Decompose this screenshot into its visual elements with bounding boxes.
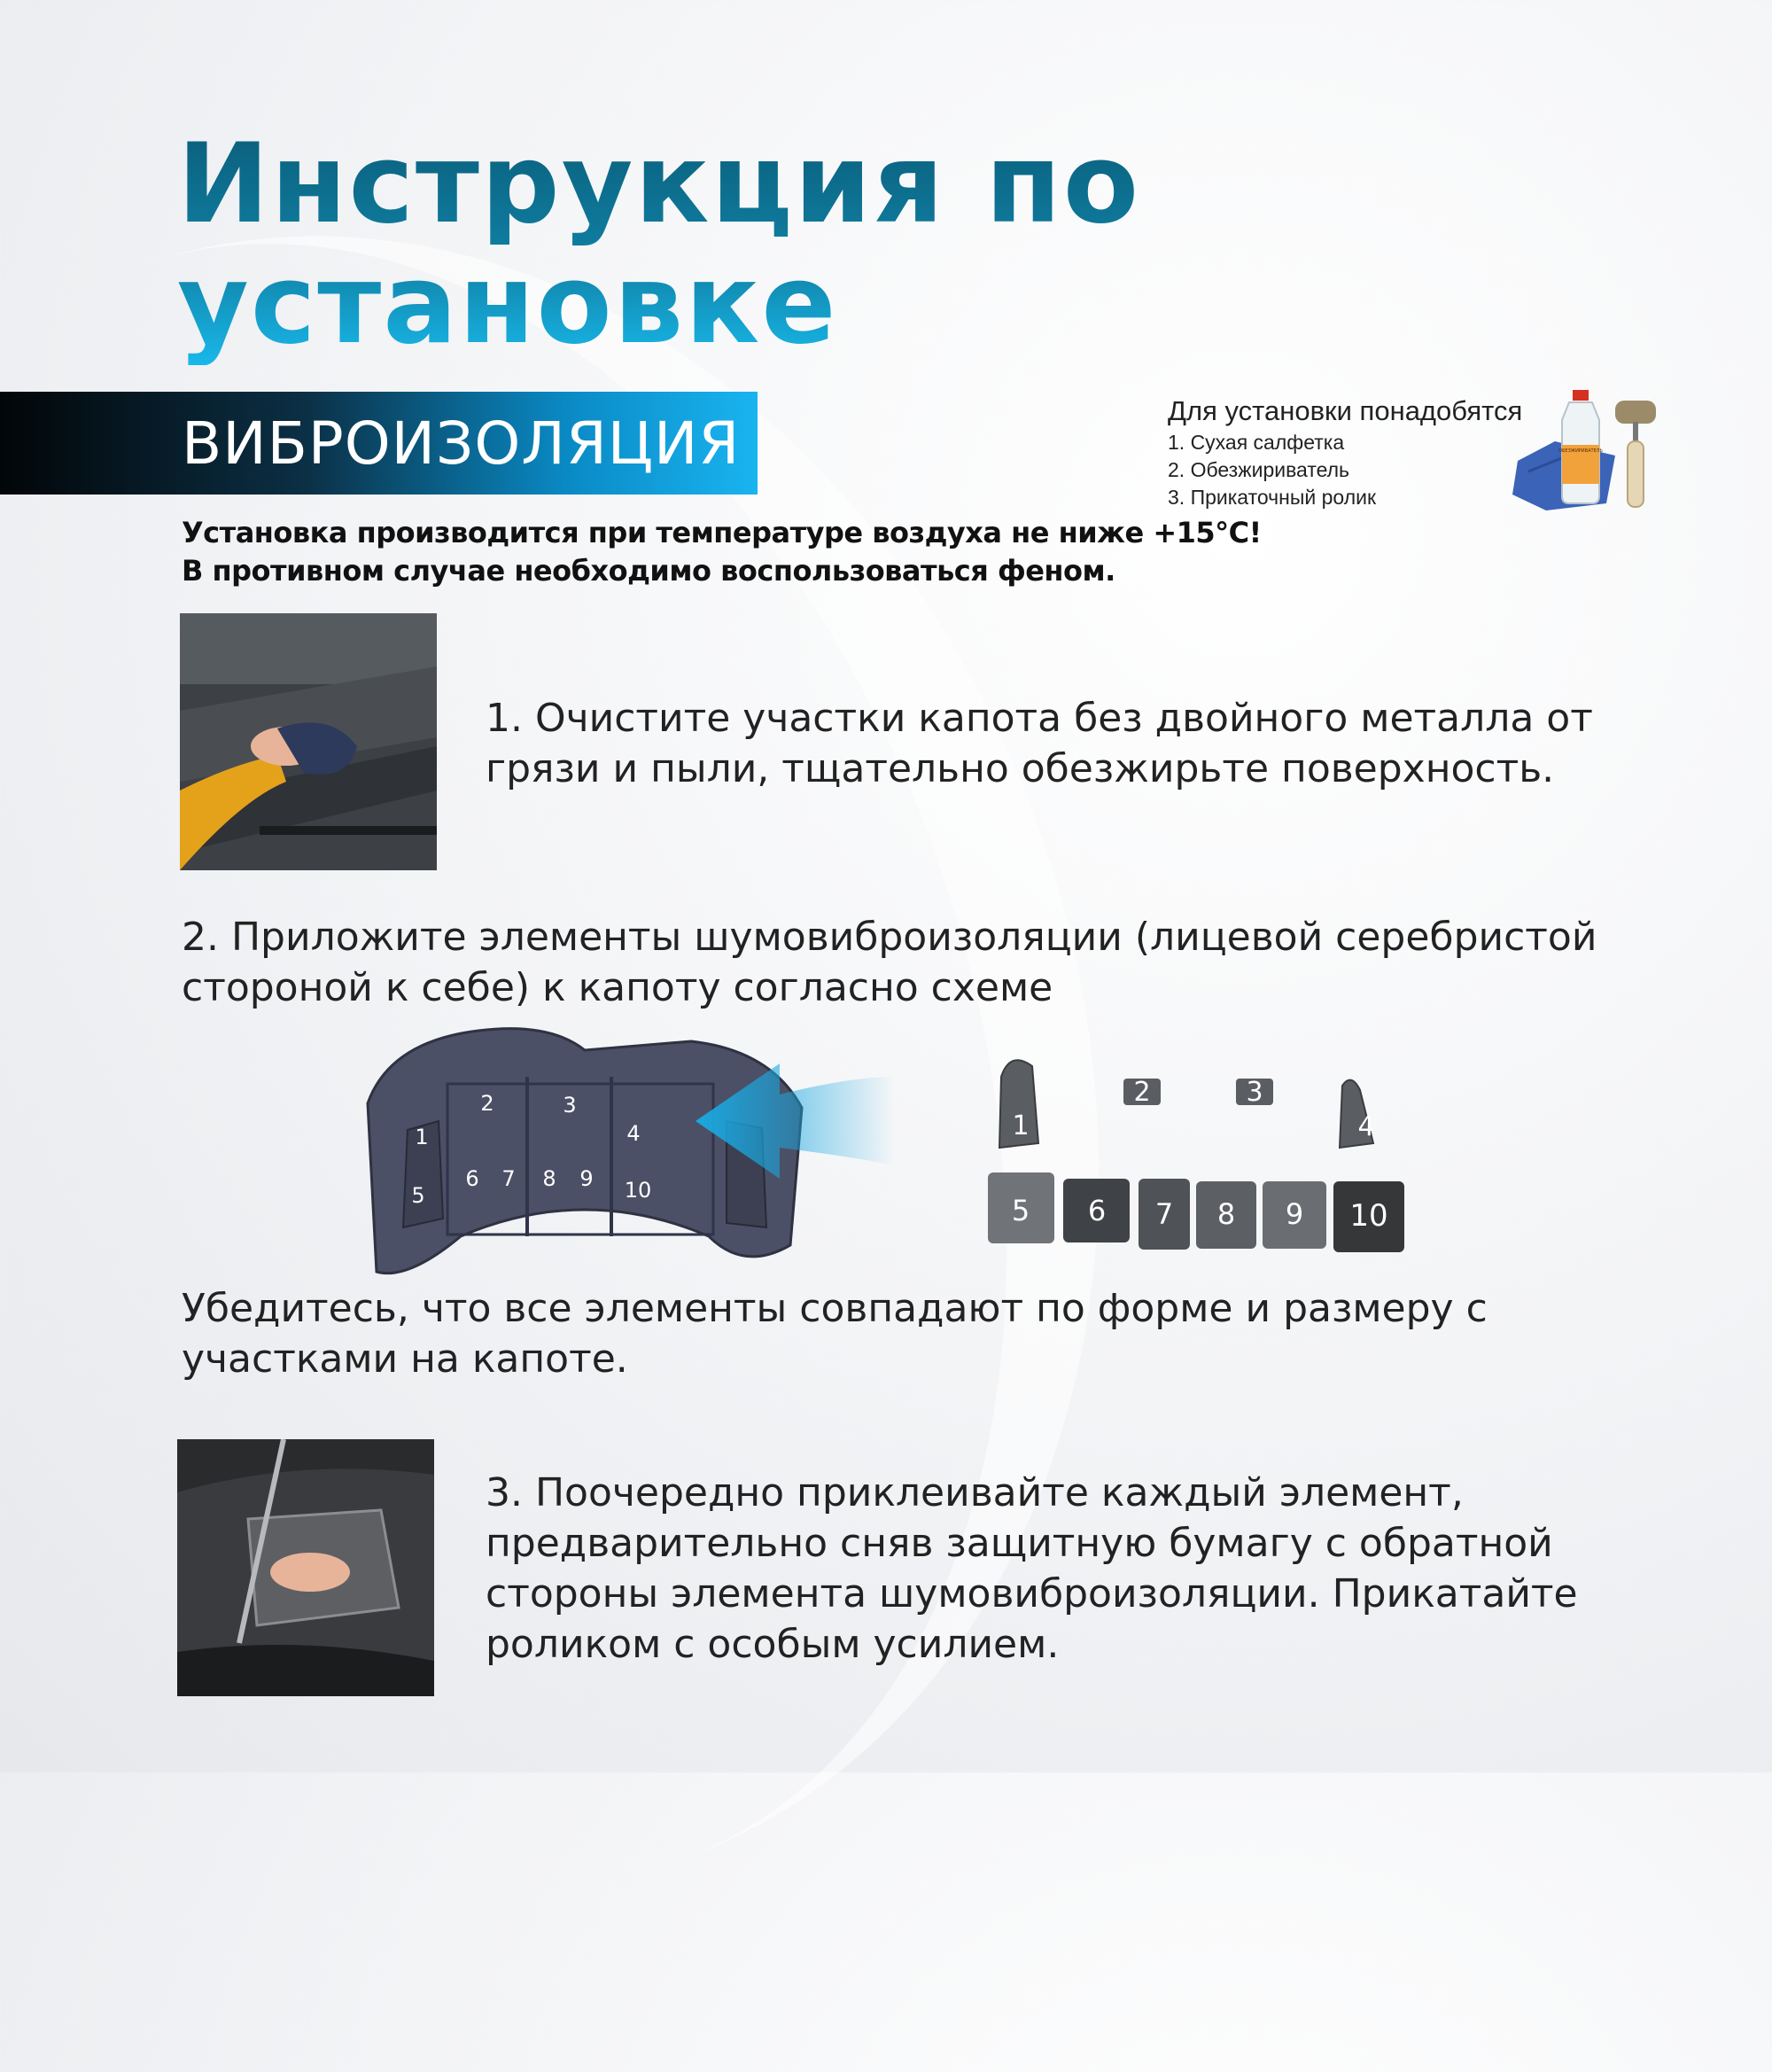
piece-label: 5 — [1011, 1194, 1030, 1227]
hood-label: 9 — [579, 1166, 594, 1191]
piece-label: 6 — [1087, 1194, 1107, 1227]
installation-diagram — [354, 1024, 1418, 1298]
requirement-item: 1. Сухая салфетка — [1168, 431, 1345, 454]
requirements-box — [1168, 395, 1540, 510]
requirement-item: 2. Обезжириватель — [1168, 458, 1350, 481]
piece-label: 8 — [1216, 1197, 1236, 1231]
requirement-item: 3. Прикаточный ролик — [1168, 486, 1377, 509]
step1-photo — [180, 613, 437, 870]
step2-note-text: Убедитесь, что все элементы совпадают по форме и размеру с участками на капоте. — [182, 1286, 1488, 1382]
bottle-label: ОБЕЗЖИРИВАТЕЛЬ — [1558, 448, 1603, 454]
section-banner-label: ВИБРОИЗОЛЯЦИЯ — [182, 409, 741, 478]
warning-line-2: В противном случае необходимо воспользоваться феном. — [182, 554, 1115, 588]
hood-label: 1 — [415, 1125, 429, 1149]
page-title — [177, 121, 1141, 369]
step2-text: 2. Приложите элементы шумовиброизоляции (лицевой серебристой стороной к себе) к капоту согласно схеме — [182, 915, 1597, 1010]
hood-label: 4 — [626, 1121, 641, 1146]
requirements-heading: Для установки понадобятся — [1168, 395, 1523, 426]
title-line-1: Инструкция по — [177, 121, 1141, 248]
warning-line-1: Установка производится при температуре воздуха не ниже +15°С! — [182, 516, 1262, 549]
insulation-pieces — [988, 1060, 1404, 1252]
hood-illustration — [368, 1029, 802, 1274]
piece-label: 4 — [1357, 1111, 1375, 1142]
hood-label: 10 — [624, 1178, 652, 1203]
piece-label: 9 — [1285, 1197, 1304, 1231]
piece-label: 10 — [1349, 1198, 1388, 1234]
hood-label: 5 — [411, 1183, 425, 1208]
hood-label: 6 — [465, 1166, 479, 1191]
piece-label: 7 — [1154, 1197, 1174, 1231]
piece-label: 1 — [1012, 1110, 1030, 1141]
piece-label: 3 — [1246, 1077, 1263, 1108]
hood-label: 7 — [501, 1166, 516, 1191]
temperature-warning — [182, 514, 1262, 590]
hood-label: 3 — [563, 1093, 577, 1118]
hood-label: 8 — [542, 1166, 556, 1191]
title-line-2: установке — [177, 241, 838, 369]
step3-photo — [177, 1439, 434, 1696]
step1-text: 1. Очистите участки капота без двойного металла от грязи и пыли, тщательно обезжирьте поверхность. — [486, 696, 1593, 791]
piece-label: 2 — [1133, 1077, 1151, 1108]
supplies-illustration — [1511, 390, 1670, 514]
roller-icon — [1615, 401, 1656, 507]
hood-label: 2 — [480, 1091, 494, 1116]
degreaser-bottle-icon — [1558, 390, 1603, 503]
step3-text: 3. Поочередно приклеивайте каждый элемент, предварительно сняв защитную бумагу с обратной стороны элемента шумовиброизоляции. Прикатайте роликом с особым усилием. — [486, 1470, 1578, 1667]
